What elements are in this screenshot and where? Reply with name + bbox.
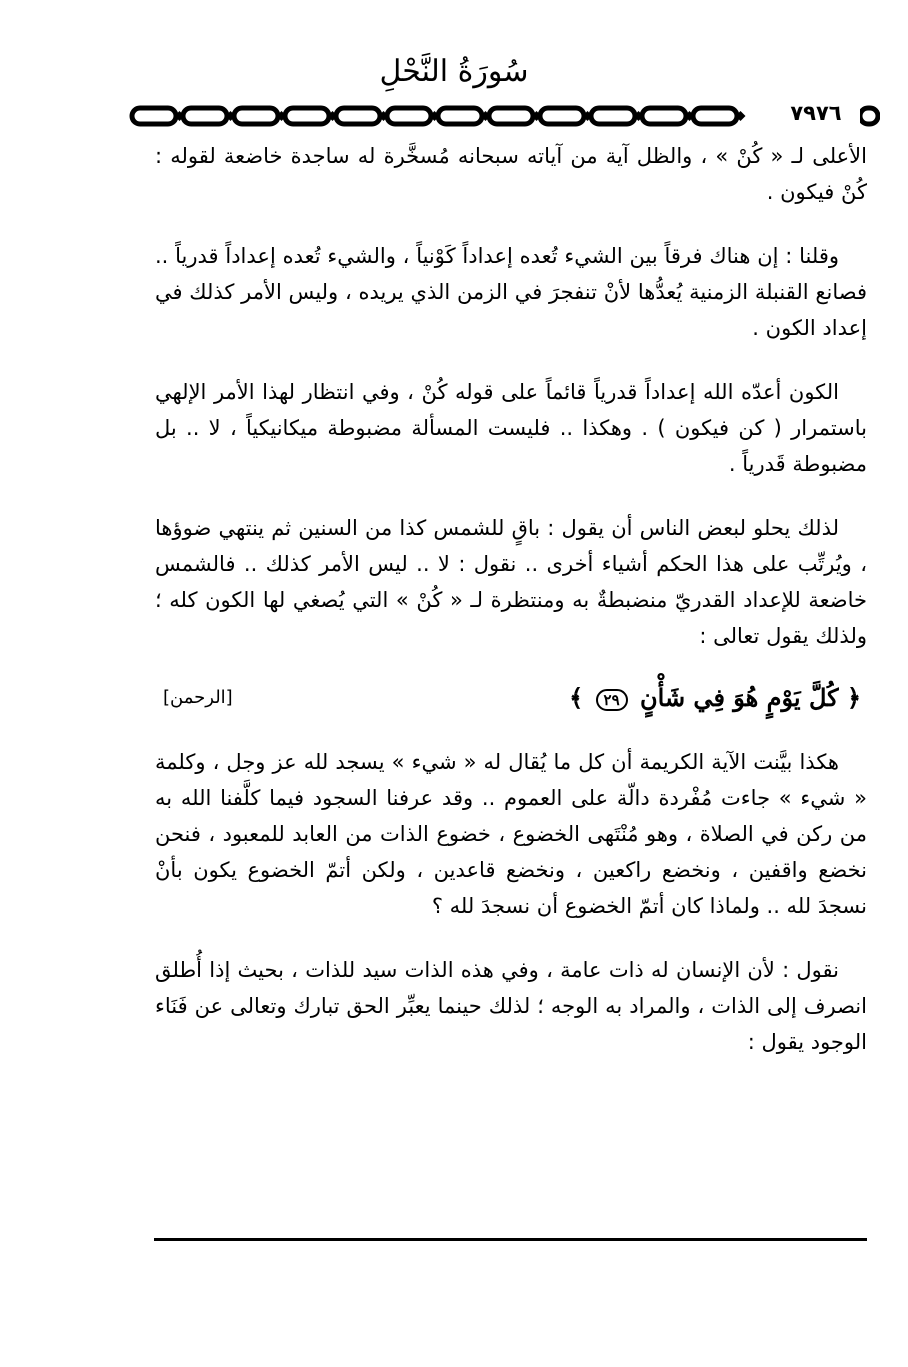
chain-link — [183, 108, 227, 124]
chain-link — [132, 108, 176, 124]
paragraph-3: الكون أعدّه الله إعداداً قدرياً قائماً على قوله كُنْ ، وفي انتظار لهذا الأمر الإلهي باستمرار ( كن فيكون ) . وهكذا .. فليست المسألة مضبوطة ميكانيكياً ، لا .. بل مضبوطة قَدرياً . — [155, 380, 867, 476]
paragraph-6: نقول : لأن الإنسان له ذات عامة ، وفي هذه الذات سيد للذات ، بحيث إذا أُطلق انصرف إلى الذات ، والمراد به الوجه ؛ لذلك حينما يعبِّر الحق تبارك وتعالى عن فَنَاء الوجود يقول : — [155, 958, 867, 1054]
chain-link — [642, 108, 686, 124]
ayah-number: ٢٩ — [596, 689, 628, 711]
quran-verse — [569, 678, 867, 718]
chain-link — [438, 108, 482, 124]
page-number: ٧٩٧٦ — [772, 98, 860, 128]
surah-title: سُورَةُ النَّحْلِ — [379, 54, 529, 89]
paragraph-2: وقلنا : إن هناك فرقاً بين الشيء تُعده إعداداً كَوْنياً ، والشيء تُعده إعداداً قدرياً .. فصانع القنبلة الزمنية يُعدُّها لأنْ تنفجرَ في الزمن الذي يريده ، وليس الأمر كذلك في إعداد الكون . — [155, 244, 867, 340]
page-body — [155, 138, 867, 1088]
chain-link — [336, 108, 380, 124]
paragraph-4: لذلك يحلو لبعض الناس أن يقول : باقٍ للشمس كذا من السنين ثم ينتهي ضوؤها ، ويُرتِّب على هذا الحكم أشياء أخرى .. نقول : لا .. ليس الأمر كذلك .. فالشمس خاضعة للإعداد القدريّ منضبطةٌ به ومنتظرة لـ « كُنْ » التي يُصغي لها الكون كله ؛ ولذلك يقول تعالى : — [155, 516, 867, 648]
ornamental-border — [128, 101, 880, 131]
chain-link — [387, 108, 431, 124]
chain-link — [489, 108, 533, 124]
paragraph-5: هكذا بيَّنت الآية الكريمة أن كل ما يُقال له « شيء » يسجد لله عز وجل ، وكلمة « شيء » جاءت مُفْردة دالّة على العموم .. وقد عرفنا السجود فيما كلَّفنا الله به من ركن في الصلاة ، وهو مُنْتَهى الخضوع ، خضوع الذات من العابد للمعبود ، فنحن نخضع واقفين ، ونخضع راكعين ، ونخضع قاعدين ، ولكن أتمّ الخضوع يكون بأنْ نسجدَ لله .. ولماذا كان أتمّ الخضوع أن نسجدَ لله ؟ — [155, 750, 867, 918]
chain-link — [860, 108, 878, 124]
chain-link — [285, 108, 329, 124]
chain-link — [540, 108, 584, 124]
quran-verse-row — [155, 678, 867, 718]
paragraph-1: الأعلى لـ « كُنْ » ، والظل آية من آياته سبحانه مُسخَّرة له ساجدة خاضعة لقوله : كُنْ فيكون . — [155, 144, 867, 204]
verse-close-bracket: ﴾ — [569, 683, 584, 712]
verse-reference: [الرحمن] — [163, 687, 233, 708]
chain-link — [234, 108, 278, 124]
verse-text: كُلَّ يَوْمٍ هُوَ فِي شَأْنٍ — [640, 683, 839, 712]
chain-link — [591, 108, 635, 124]
chain-link — [693, 108, 737, 124]
verse-open-bracket: ﴿ — [846, 683, 861, 712]
bottom-rule — [154, 1238, 867, 1241]
